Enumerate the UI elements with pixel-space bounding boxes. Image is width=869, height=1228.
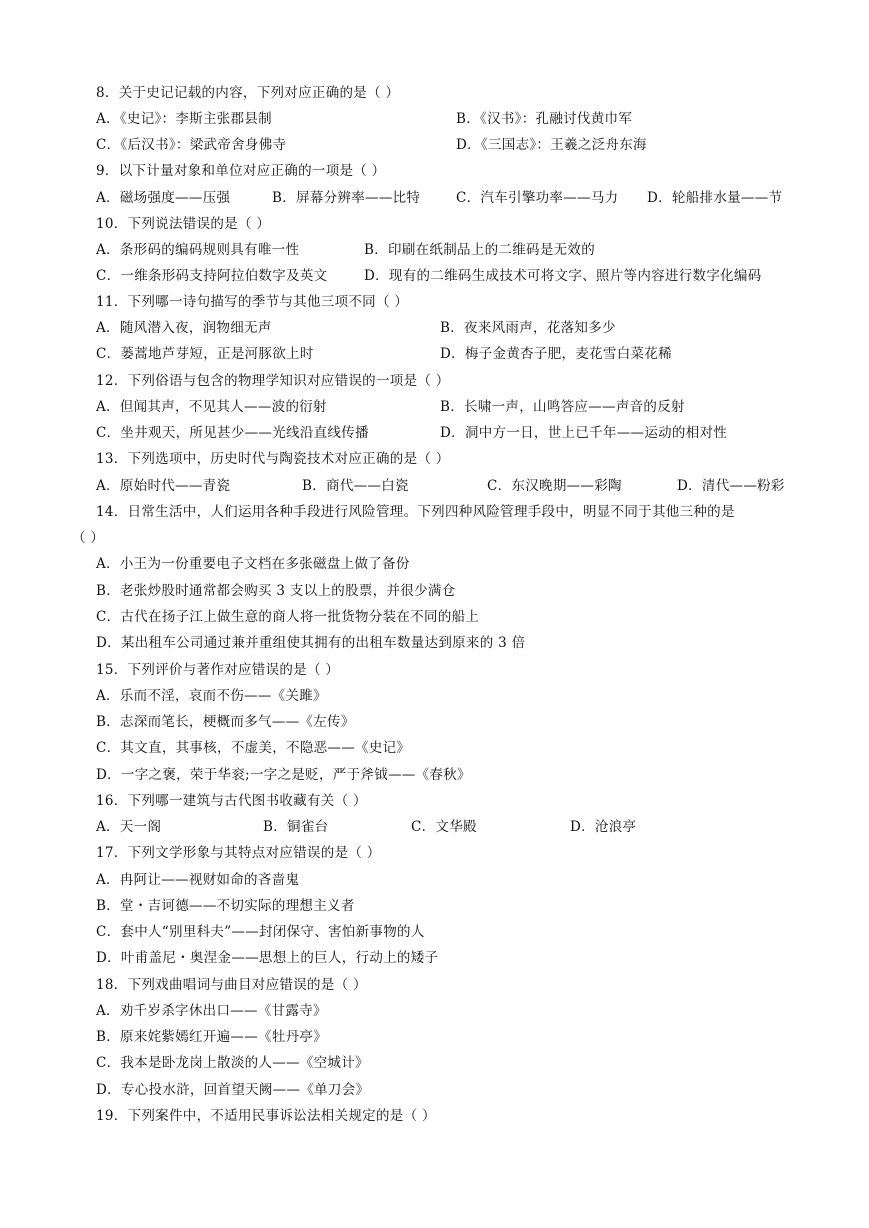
question-option: D．《三国志》：王羲之泛舟东海 xyxy=(456,137,647,153)
question-stem: 9．以下计量对象和单位对应正确的一项是（ ） xyxy=(96,163,386,179)
question-option: B．堂・吉诃德——不切实际的理想主义者 xyxy=(96,898,355,914)
question-option: D．沧浪亭 xyxy=(570,819,637,835)
question-option: A．小王为一份重要电子文档在多张磁盘上做了备份 xyxy=(96,556,410,572)
question-option: C．东汉晚期——彩陶 xyxy=(487,478,622,494)
question-option: B．铜雀台 xyxy=(263,819,329,835)
question-option: D．洞中方一日，世上已千年——运动的相对性 xyxy=(440,425,728,441)
question-option: C．我本是卧龙岗上散淡的人——《空城计》 xyxy=(96,1055,369,1071)
question-option: D．一字之褒，荣于华衮;一字之是贬，严于斧钺——《春秋》 xyxy=(96,767,471,783)
question-stem: 10．下列说法错误的是（ ） xyxy=(96,216,271,232)
question-option: C．套中人“别里科夫”——封闭保守、害怕新事物的人 xyxy=(96,924,425,940)
question-option: A．磁场强度——压强 xyxy=(96,190,231,206)
question-stem-continuation: （ ） xyxy=(72,530,105,546)
question-stem: 19．下列案件中，不适用民事诉讼法相关规定的是（ ） xyxy=(96,1108,436,1124)
question-option: C．其文直，其事核，不虚美，不隐恶——《史记》 xyxy=(96,740,411,756)
question-option: B．原来姹紫嫣红开遍——《牡丹亭》 xyxy=(96,1029,328,1045)
question-option: B．志深而笔长，梗概而多气——《左传》 xyxy=(96,714,355,730)
question-option: A．但闻其声，不见其人——波的衍射 xyxy=(96,399,327,415)
question-option: D．专心投水浒，回首望天阙——《单刀会》 xyxy=(96,1082,370,1098)
question-option: C．《后汉书》：梁武帝舍身佛寺 xyxy=(96,137,287,153)
question-option: B．夜来风雨声，花落知多少 xyxy=(440,320,616,336)
question-option: C．文华殿 xyxy=(411,819,477,835)
question-option: A．乐而不淫，哀而不伤——《关雎》 xyxy=(96,688,327,704)
question-stem: 14．日常生活中，人们运用各种手段进行风险管理。下列四种风险管理手段中，明显不同于其他三种的是 xyxy=(96,504,735,520)
question-option: D．现有的二维码生成技术可将文字、照片等内容进行数字化编码 xyxy=(364,268,762,284)
question-option: C．古代在扬子江上做生意的商人将一批货物分装在不同的船上 xyxy=(96,609,480,625)
question-option: A．劝千岁杀字休出口——《甘露寺》 xyxy=(96,1003,327,1019)
question-option: A．天一阁 xyxy=(96,819,162,835)
question-option: D．叶甫盖尼・奥涅金——思想上的巨人，行动上的矮子 xyxy=(96,950,439,966)
question-option: B．老张炒股时通常都会购买 3 支以上的股票，并很少满仓 xyxy=(96,583,456,599)
question-option: A．冉阿让——视财如命的吝啬鬼 xyxy=(96,872,300,888)
question-stem: 17．下列文学形象与其特点对应错误的是（ ） xyxy=(96,845,381,861)
question-option: D．清代——粉彩 xyxy=(677,478,785,494)
question-stem: 12．下列俗语与包含的物理学知识对应错误的一项是（ ） xyxy=(96,373,450,389)
question-option: C．汽车引擎功率——马力 xyxy=(456,190,619,206)
question-option: B．《汉书》：孔融讨伐黄巾军 xyxy=(456,111,633,127)
question-option: C．蒌蒿地芦芽短，正是河豚欲上时 xyxy=(96,346,314,362)
question-option: B．屏幕分辨率——比特 xyxy=(272,190,421,206)
question-option: D．轮船排水量——节 xyxy=(647,190,783,206)
question-option: B．印刷在纸制品上的二维码是无效的 xyxy=(364,242,596,258)
question-option: A．随风潜入夜，润物细无声 xyxy=(96,320,272,336)
question-option: D．某出租车公司通过兼并重组使其拥有的出租车数量达到原来的 3 倍 xyxy=(96,635,526,651)
question-stem: 16．下列哪一建筑与古代图书收藏有关（ ） xyxy=(96,793,367,809)
question-stem: 15．下列评价与著作对应错误的是（ ） xyxy=(96,662,340,678)
question-option: D．梅子金黄杏子肥，麦花雪白菜花稀 xyxy=(440,346,672,362)
question-stem: 13．下列选项中，历史时代与陶瓷技术对应正确的是（ ） xyxy=(96,451,450,467)
question-stem: 11．下列哪一诗句描写的季节与其他三项不同（ ） xyxy=(96,294,409,310)
question-option: A．《史记》：李斯主张郡县制 xyxy=(96,111,272,127)
question-stem: 18．下列戏曲唱词与曲目对应错误的是（ ） xyxy=(96,977,367,993)
question-option: A．原始时代——青瓷 xyxy=(96,478,231,494)
question-option: C．坐井观天，所见甚少——光线沿直线传播 xyxy=(96,425,369,441)
question-option: B．长啸一声，山鸣答应——声音的反射 xyxy=(440,399,685,415)
question-stem: 8．关于史记记载的内容，下列对应正确的是（ ） xyxy=(96,85,400,101)
question-option: B．商代——白瓷 xyxy=(302,478,409,494)
question-option: A．条形码的编码规则具有唯一性 xyxy=(96,242,300,258)
question-option: C．一维条形码支持阿拉伯数字及英文 xyxy=(96,268,328,284)
